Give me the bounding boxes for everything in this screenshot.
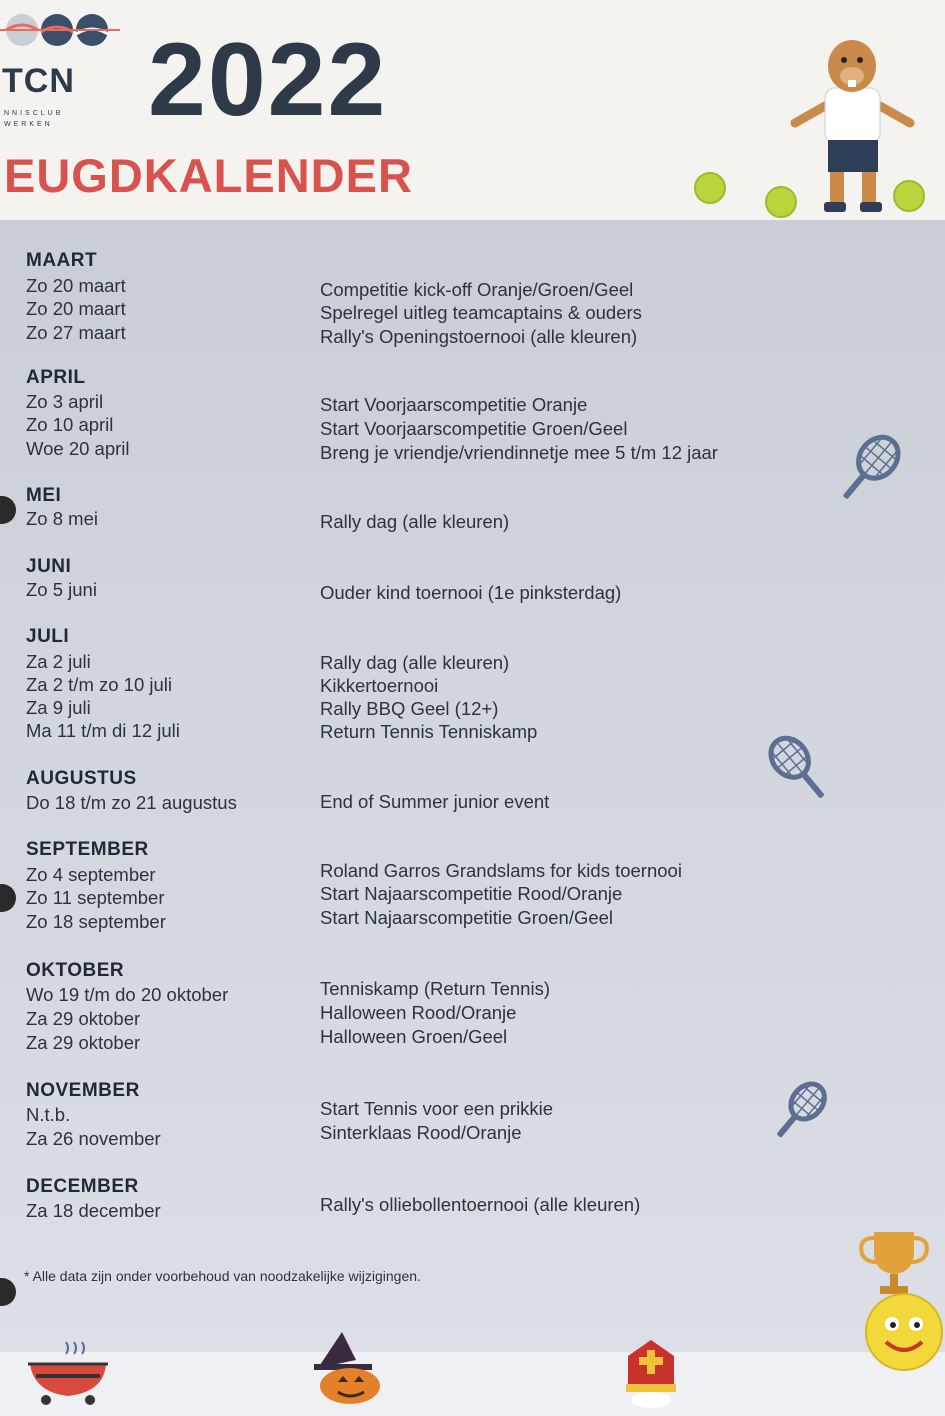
tennis-racket-icon <box>760 1078 836 1148</box>
event-date: Zo 8 mei <box>26 508 98 529</box>
event-description: Return Tennis Tenniskamp <box>320 721 538 742</box>
month-heading: APRIL <box>26 367 86 388</box>
month-heading: NOVEMBER <box>26 1080 140 1101</box>
event-description: Rally BBQ Geel (12+) <box>320 698 499 719</box>
event-date: Zo 18 september <box>26 911 166 932</box>
logo-subtext: NNISCLUB WERKEN <box>4 110 64 128</box>
event-description: Spelregel uitleg teamcaptains & ouders <box>320 302 642 323</box>
event-description: End of Summer junior event <box>320 791 550 812</box>
bbq-icon <box>26 1338 112 1408</box>
tennis-ball-icon <box>765 186 797 218</box>
event-description: Roland Garros Grandslams for kids toernooi <box>320 860 682 881</box>
event-description: Start Najaarscompetitie Rood/Oranje <box>320 883 623 904</box>
month-heading: JULI <box>26 626 70 647</box>
event-description: Ouder kind toernooi (1e pinksterdag) <box>320 582 622 603</box>
event-date: Zo 5 juni <box>26 579 97 600</box>
month-heading: OKTOBER <box>26 960 125 981</box>
event-date: Do 18 t/m zo 21 augustus <box>26 792 237 813</box>
footnote: * Alle data zijn onder voorbehoud van noodzakelijke wijzigingen. <box>24 1268 421 1284</box>
event-date: Zo 11 september <box>26 887 165 908</box>
event-description: Halloween Rood/Oranje <box>320 1002 517 1023</box>
event-date: Zo 20 maart <box>26 298 126 319</box>
month-heading: JUNI <box>26 556 72 577</box>
event-description: Start Najaarscompetitie Groen/Geel <box>320 907 614 928</box>
event-date: Zo 3 april <box>26 391 104 412</box>
halloween-pumpkin-icon <box>312 1330 388 1406</box>
event-description: Halloween Groen/Geel <box>320 1026 508 1047</box>
event-date: Zo 20 maart <box>26 275 126 296</box>
event-description: Competitie kick-off Oranje/Groen/Geel <box>320 279 634 300</box>
event-description: Start Voorjaarscompetitie Oranje <box>320 394 588 415</box>
smiley-ball-icon <box>862 1288 945 1388</box>
month-heading: SEPTEMBER <box>26 839 149 860</box>
event-date: Za 29 oktober <box>26 1008 141 1029</box>
tennis-ball-icon <box>694 172 726 204</box>
month-heading: MAART <box>26 250 98 271</box>
month-heading: MEI <box>26 485 62 506</box>
event-date: Za 18 december <box>26 1200 161 1221</box>
event-description: Breng je vriendje/vriendinnetje mee 5 t/m 12 jaar <box>320 442 718 463</box>
club-logo <box>0 10 120 128</box>
event-description: Rally's Openingstoernooi (alle kleuren) <box>320 326 638 347</box>
event-date: Za 9 juli <box>26 697 91 718</box>
tennis-ball-icon <box>893 180 925 212</box>
logo-balls-icon <box>0 10 120 60</box>
event-description: Rally dag (alle kleuren) <box>320 652 510 673</box>
calendar-year: 2022 <box>148 22 388 138</box>
event-date: Wo 19 t/m do 20 oktober <box>26 984 229 1005</box>
event-date: Za 2 juli <box>26 651 91 672</box>
event-description: Tenniskamp (Return Tennis) <box>320 978 550 999</box>
logo-text: TCN <box>2 62 75 100</box>
event-description: Start Tennis voor een prikkie <box>320 1098 554 1119</box>
event-description: Kikkertoernooi <box>320 675 439 696</box>
event-date: Zo 10 april <box>26 414 114 435</box>
event-date: Za 26 november <box>26 1128 161 1149</box>
event-description: Rally dag (alle kleuren) <box>320 511 510 532</box>
event-date: Zo 27 maart <box>26 322 126 343</box>
month-heading: AUGUSTUS <box>26 768 137 789</box>
event-date: Ma 11 t/m di 12 juli <box>26 720 180 741</box>
page-title: EUGDKALENDER <box>4 149 413 202</box>
event-date: Za 29 oktober <box>26 1032 141 1053</box>
tennis-racket-icon <box>826 430 910 510</box>
month-heading: DECEMBER <box>26 1176 139 1197</box>
tennis-racket-icon <box>760 730 840 810</box>
event-date: Zo 4 september <box>26 864 156 885</box>
event-description: Start Voorjaarscompetitie Groen/Geel <box>320 418 628 439</box>
event-description: Sinterklaas Rood/Oranje <box>320 1122 522 1143</box>
footer-strip <box>0 1330 945 1416</box>
event-date: Woe 20 april <box>26 438 130 459</box>
event-date: N.t.b. <box>26 1104 71 1125</box>
header <box>0 0 945 222</box>
event-date: Za 2 t/m zo 10 juli <box>26 674 173 695</box>
event-description: Rally's olliebollentoernooi (alle kleuren) <box>320 1194 641 1215</box>
sinterklaas-mitre-icon <box>620 1338 682 1408</box>
